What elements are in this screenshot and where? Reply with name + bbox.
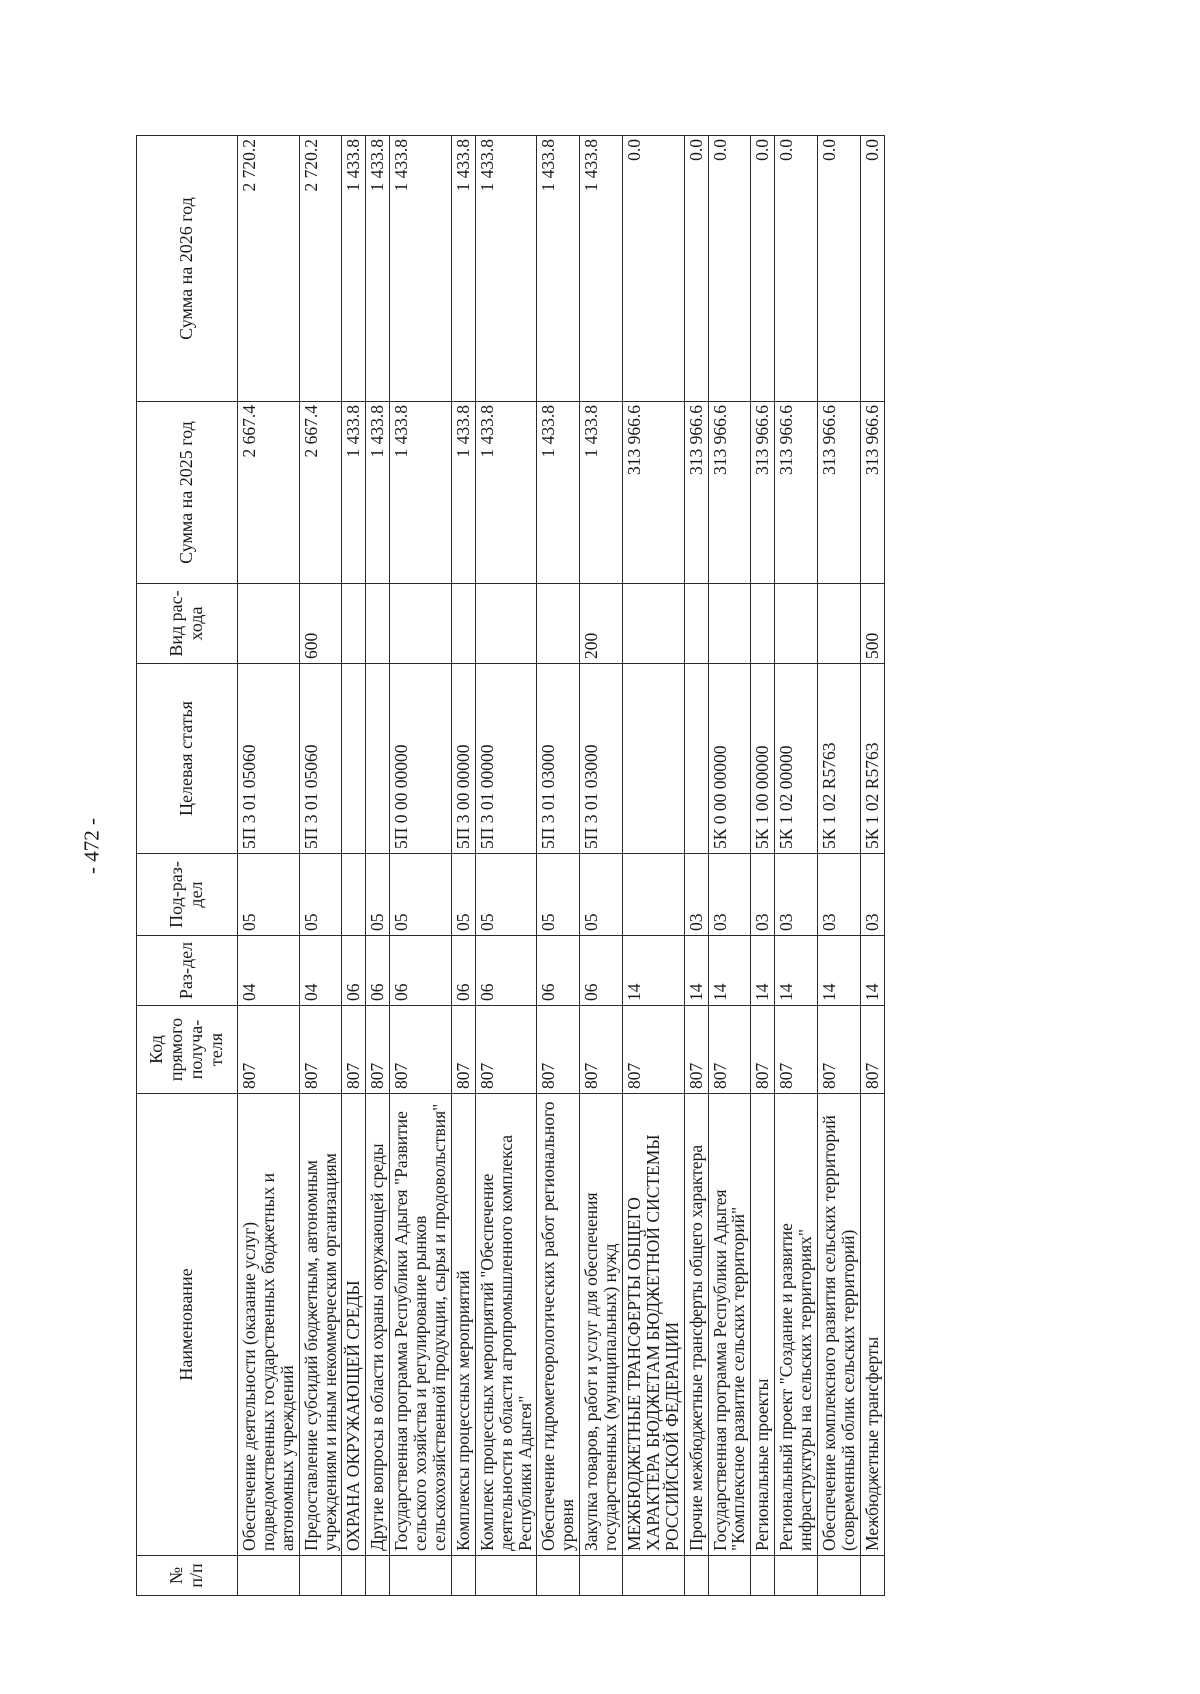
cell-vid (475, 584, 537, 664)
cell-sum2025: 313 966.6 (860, 402, 884, 584)
cell-no (537, 1556, 580, 1596)
cell-sum2025: 313 966.6 (775, 402, 818, 584)
table-row (299, 136, 342, 1596)
cell-kod: 807 (366, 1006, 390, 1094)
cell-sum2026: 0.0 (860, 136, 884, 402)
cell-razdel: 06 (342, 936, 366, 1006)
cell-sum2025: 313 966.6 (818, 402, 861, 584)
cell-no (751, 1556, 775, 1596)
cell-celevaya: 5П 3 01 05060 (238, 664, 300, 854)
cell-name: Комплексы процессных мероприятий (451, 1094, 475, 1556)
cell-vid (623, 584, 685, 664)
cell-no (708, 1556, 751, 1596)
cell-podrazdel: 03 (818, 854, 861, 936)
cell-kod: 807 (751, 1006, 775, 1094)
cell-kod: 807 (238, 1006, 300, 1094)
cell-no (475, 1556, 537, 1596)
cell-name: Государственная программа Республики Адыгея "Комплексное развитие сельских территорий" (708, 1094, 751, 1556)
cell-sum2025: 1 433.8 (390, 402, 452, 584)
cell-name: Межбюджетные трансферты (860, 1094, 884, 1556)
cell-vid (684, 584, 708, 664)
cell-sum2025: 313 966.6 (751, 402, 775, 584)
cell-celevaya (684, 664, 708, 854)
cell-no (451, 1556, 475, 1596)
cell-kod: 807 (818, 1006, 861, 1094)
cell-celevaya: 5К 1 00 00000 (751, 664, 775, 854)
cell-sum2026: 1 433.8 (475, 136, 537, 402)
cell-kod: 807 (860, 1006, 884, 1094)
cell-name: Обеспечение гидрометеорологических работ регионального уровня (537, 1094, 580, 1556)
table-row (708, 136, 751, 1596)
cell-name: Обеспечение комплексного развития сельских территорий (современный облик сельских территорий) (818, 1094, 861, 1556)
page-number: - 472 - (79, 818, 104, 874)
cell-no (238, 1556, 300, 1596)
cell-celevaya: 5П 3 01 03000 (537, 664, 580, 854)
cell-celevaya: 5К 1 02 R5763 (860, 664, 884, 854)
header-podrazdel: Под-раз-дел (137, 854, 238, 936)
table-row (390, 136, 452, 1596)
cell-sum2026: 0.0 (684, 136, 708, 402)
cell-vid (238, 584, 300, 664)
cell-razdel: 14 (818, 936, 861, 1006)
cell-no (775, 1556, 818, 1596)
cell-name: Закупка товаров, работ и услуг для обеспечения государственных (муниципальных) нужд (580, 1094, 623, 1556)
table-row (580, 136, 623, 1596)
cell-kod: 807 (475, 1006, 537, 1094)
header-sum2026: Сумма на 2026 год (137, 136, 238, 402)
cell-celevaya: 5К 1 02 R5763 (818, 664, 861, 854)
cell-razdel: 06 (537, 936, 580, 1006)
cell-sum2025: 2 667.4 (238, 402, 300, 584)
cell-vid (366, 584, 390, 664)
cell-no (299, 1556, 342, 1596)
budget-table-wrapper (136, 135, 885, 1596)
cell-vid (342, 584, 366, 664)
cell-celevaya (342, 664, 366, 854)
cell-vid: 500 (860, 584, 884, 664)
cell-podrazdel: 03 (775, 854, 818, 936)
cell-podrazdel: 05 (299, 854, 342, 936)
cell-podrazdel: 03 (860, 854, 884, 936)
cell-razdel: 06 (451, 936, 475, 1006)
cell-celevaya: 5П 3 00 00000 (451, 664, 475, 854)
cell-podrazdel (342, 854, 366, 936)
cell-sum2026: 1 433.8 (366, 136, 390, 402)
cell-name: Предоставление субсидий бюджетным, автономным учреждениям и иным некоммерческим организациям (299, 1094, 342, 1556)
cell-name: МЕЖБЮДЖЕТНЫЕ ТРАНСФЕРТЫ ОБЩЕГО ХАРАКТЕРА БЮДЖЕТАМ БЮДЖЕТНОЙ СИСТЕМЫ РОССИЙСКОЙ ФЕДЕРАЦИИ (623, 1094, 685, 1556)
cell-name: Другие вопросы в области охраны окружающей среды (366, 1094, 390, 1556)
cell-razdel: 14 (751, 936, 775, 1006)
cell-sum2026: 0.0 (751, 136, 775, 402)
cell-podrazdel: 05 (238, 854, 300, 936)
cell-razdel: 14 (708, 936, 751, 1006)
cell-kod: 807 (623, 1006, 685, 1094)
cell-podrazdel: 05 (451, 854, 475, 936)
cell-vid (451, 584, 475, 664)
cell-no (580, 1556, 623, 1596)
cell-vid: 600 (299, 584, 342, 664)
cell-kod: 807 (390, 1006, 452, 1094)
table-row (537, 136, 580, 1596)
header-vid: Вид рас-хода (137, 584, 238, 664)
cell-kod: 807 (580, 1006, 623, 1094)
cell-kod: 807 (451, 1006, 475, 1094)
cell-razdel: 06 (475, 936, 537, 1006)
cell-name: ОХРАНА ОКРУЖАЮЩЕЙ СРЕДЫ (342, 1094, 366, 1556)
table-row (818, 136, 861, 1596)
cell-sum2026: 1 433.8 (537, 136, 580, 402)
cell-sum2026: 1 433.8 (451, 136, 475, 402)
cell-sum2026: 1 433.8 (390, 136, 452, 402)
cell-name: Региональный проект "Создание и развитие инфраструктуры на сельских территориях" (775, 1094, 818, 1556)
header-celevaya: Целевая статья (137, 664, 238, 854)
cell-vid (818, 584, 861, 664)
cell-razdel: 06 (390, 936, 452, 1006)
cell-razdel: 14 (623, 936, 685, 1006)
cell-podrazdel: 05 (366, 854, 390, 936)
cell-sum2025: 313 966.6 (684, 402, 708, 584)
header-row (137, 136, 238, 1596)
cell-name: Обеспечение деятельности (оказание услуг) подведомственных государственных бюджетных и автономных учреждений (238, 1094, 300, 1556)
cell-podrazdel: 05 (537, 854, 580, 936)
table-row (684, 136, 708, 1596)
cell-celevaya (366, 664, 390, 854)
cell-sum2025: 1 433.8 (366, 402, 390, 584)
cell-sum2025: 1 433.8 (342, 402, 366, 584)
cell-razdel: 14 (775, 936, 818, 1006)
cell-celevaya: 5П 3 01 03000 (580, 664, 623, 854)
cell-podrazdel: 03 (751, 854, 775, 936)
cell-sum2026: 0.0 (623, 136, 685, 402)
cell-podrazdel: 03 (684, 854, 708, 936)
cell-razdel: 06 (366, 936, 390, 1006)
cell-no (366, 1556, 390, 1596)
cell-razdel: 04 (299, 936, 342, 1006)
cell-sum2026: 0.0 (775, 136, 818, 402)
table-row (775, 136, 818, 1596)
cell-sum2025: 1 433.8 (451, 402, 475, 584)
cell-sum2026: 1 433.8 (580, 136, 623, 402)
cell-sum2025: 1 433.8 (475, 402, 537, 584)
cell-celevaya: 5П 3 01 05060 (299, 664, 342, 854)
cell-podrazdel (623, 854, 685, 936)
cell-vid (390, 584, 452, 664)
table-row (451, 136, 475, 1596)
cell-celevaya: 5П 0 00 00000 (390, 664, 452, 854)
cell-vid (775, 584, 818, 664)
table-row (860, 136, 884, 1596)
cell-podrazdel: 05 (390, 854, 452, 936)
cell-vid (708, 584, 751, 664)
cell-no (684, 1556, 708, 1596)
cell-podrazdel: 03 (708, 854, 751, 936)
cell-name: Государственная программа Республики Адыгея "Развитие сельского хозяйства и регулирование рынков сельскохозяйственной продукции, сырья и продовольствия" (390, 1094, 452, 1556)
cell-kod: 807 (775, 1006, 818, 1094)
cell-kod: 807 (684, 1006, 708, 1094)
cell-podrazdel: 05 (580, 854, 623, 936)
table-row (366, 136, 390, 1596)
header-name: Наименование (137, 1094, 238, 1556)
cell-sum2025: 2 667.4 (299, 402, 342, 584)
cell-celevaya (623, 664, 685, 854)
cell-sum2025: 1 433.8 (537, 402, 580, 584)
cell-no (623, 1556, 685, 1596)
cell-sum2026: 1 433.8 (342, 136, 366, 402)
cell-sum2026: 0.0 (708, 136, 751, 402)
cell-name: Комплекс процессных мероприятий "Обеспечение деятельности в области агропромышленного комплекса Республики Адыгея" (475, 1094, 537, 1556)
cell-sum2025: 313 966.6 (708, 402, 751, 584)
cell-sum2026: 2 720.2 (299, 136, 342, 402)
cell-sum2025: 1 433.8 (580, 402, 623, 584)
cell-podrazdel: 05 (475, 854, 537, 936)
header-razdel: Раз-дел (137, 936, 238, 1006)
cell-vid (751, 584, 775, 664)
header-kod: Код прямого получа-теля (137, 1006, 238, 1094)
header-no: № п/п (137, 1556, 238, 1596)
cell-kod: 807 (537, 1006, 580, 1094)
table-row (623, 136, 685, 1596)
table-row (238, 136, 300, 1596)
cell-name: Прочие межбюджетные трансферты общего характера (684, 1094, 708, 1556)
cell-no (860, 1556, 884, 1596)
cell-name: Региональные проекты (751, 1094, 775, 1556)
cell-kod: 807 (708, 1006, 751, 1094)
cell-sum2026: 2 720.2 (238, 136, 300, 402)
table-row (475, 136, 537, 1596)
cell-vid (537, 584, 580, 664)
cell-razdel: 14 (860, 936, 884, 1006)
header-sum2025: Сумма на 2025 год (137, 402, 238, 584)
table-header (137, 136, 238, 1596)
cell-celevaya: 5К 1 02 00000 (775, 664, 818, 854)
cell-sum2026: 0.0 (818, 136, 861, 402)
cell-razdel: 06 (580, 936, 623, 1006)
table-row (751, 136, 775, 1596)
cell-no (818, 1556, 861, 1596)
cell-celevaya: 5П 3 01 00000 (475, 664, 537, 854)
cell-no (342, 1556, 366, 1596)
cell-no (390, 1556, 452, 1596)
table-row (342, 136, 366, 1596)
cell-sum2025: 313 966.6 (623, 402, 685, 584)
cell-vid: 200 (580, 584, 623, 664)
cell-razdel: 04 (238, 936, 300, 1006)
cell-razdel: 14 (684, 936, 708, 1006)
cell-kod: 807 (299, 1006, 342, 1094)
cell-kod: 807 (342, 1006, 366, 1094)
table-body (238, 136, 885, 1596)
budget-table (136, 135, 885, 1596)
cell-celevaya: 5К 0 00 00000 (708, 664, 751, 854)
